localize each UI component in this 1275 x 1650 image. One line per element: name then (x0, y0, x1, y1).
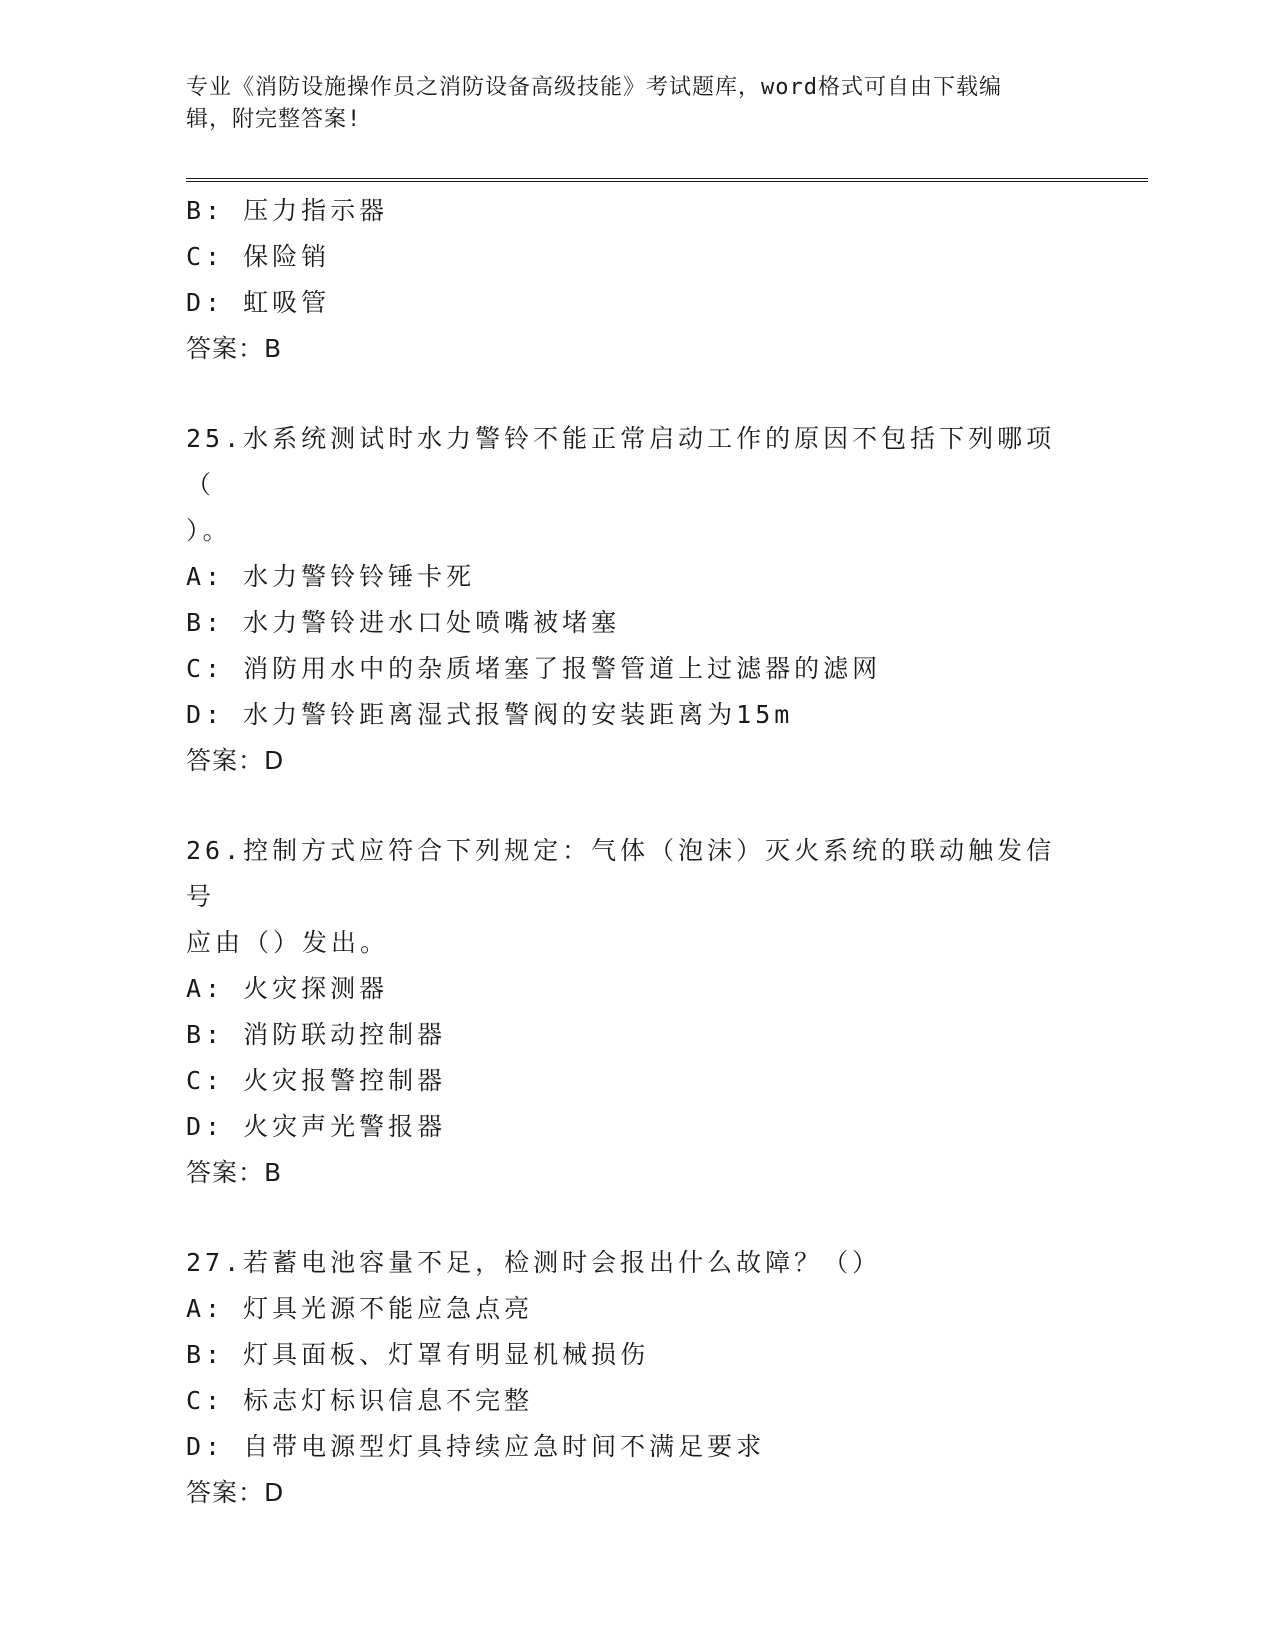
prev-question-block (186, 188, 1086, 372)
option-b: B: 压力指示器 (186, 196, 389, 225)
answer-line: 答案：D (186, 1478, 285, 1507)
header-line-1: 专业《消防设施操作员之消防设备高级技能》考试题库，word格式可自由下载编 (186, 75, 1002, 100)
question-25 (186, 416, 1086, 784)
option-c: C: 消防用水中的杂质堵塞了报警管道上过滤器的滤网 (186, 654, 882, 683)
header-divider (186, 178, 1148, 182)
question-27 (186, 1240, 1086, 1516)
option-a: A: 灯具光源不能应急点亮 (186, 1294, 534, 1323)
option-c: C: 火灾报警控制器 (186, 1066, 447, 1095)
option-d: D: 火灾声光警报器 (186, 1112, 447, 1141)
question-26 (186, 828, 1086, 1196)
option-d: D: 自带电源型灯具持续应急时间不满足要求 (186, 1432, 766, 1461)
question-text: 25.水系统测试时水力警铃不能正常启动工作的原因不包括下列哪项（ ）。 (186, 424, 1056, 545)
option-d: D: 虹吸管 (186, 288, 331, 317)
option-c: C: 保险销 (186, 242, 331, 271)
option-d: D: 水力警铃距离湿式报警阀的安装距离为15m (186, 700, 794, 729)
question-list (186, 188, 1086, 1516)
option-b: B: 消防联动控制器 (186, 1020, 447, 1049)
page-header (186, 72, 1066, 136)
answer-line: 答案：B (186, 334, 283, 363)
answer-line: 答案：D (186, 746, 285, 775)
header-line-2: 辑，附完整答案! (186, 107, 362, 132)
option-c: C: 标志灯标识信息不完整 (186, 1386, 534, 1415)
option-b: B: 灯具面板、灯罩有明显机械损伤 (186, 1340, 650, 1369)
question-text: 26.控制方式应符合下列规定：气体（泡沫）灭火系统的联动触发信号 应由（）发出。 (186, 836, 1056, 957)
option-b: B: 水力警铃进水口处喷嘴被堵塞 (186, 608, 621, 637)
option-a: A: 火灾探测器 (186, 974, 389, 1003)
question-text: 27.若蓄电池容量不足，检测时会报出什么故障？（） (186, 1248, 882, 1277)
option-a: A: 水力警铃铃锤卡死 (186, 562, 476, 591)
answer-line: 答案：B (186, 1158, 283, 1187)
